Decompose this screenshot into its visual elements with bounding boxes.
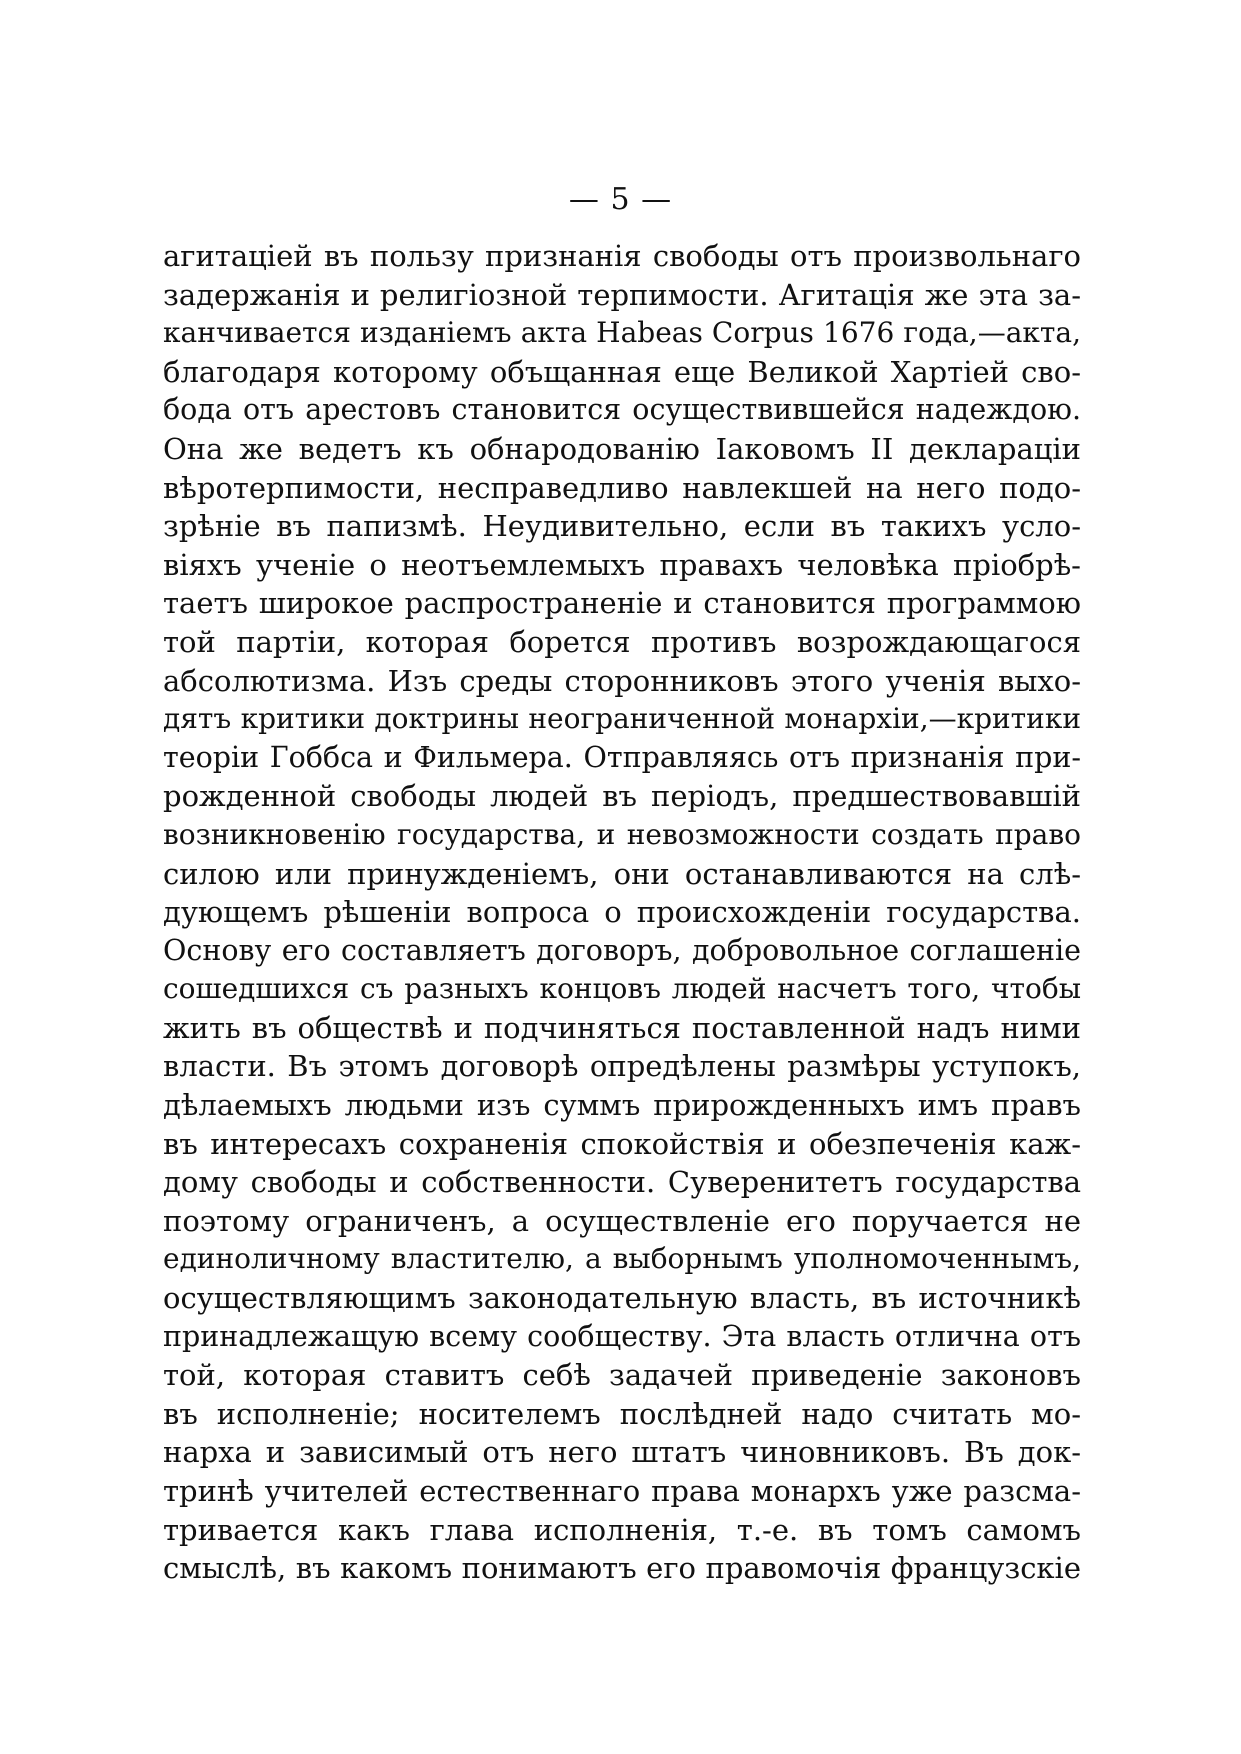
text-line: дѣлаемыхъ людьми изъ суммъ прирожденныхъ имъ правъ — [163, 1088, 1081, 1123]
text-line: задержанія и религіозной терпимости. Агитація же эта за- — [163, 277, 1081, 312]
text-line: принадлежащую всему сообществу. Эта власть отлична отъ — [163, 1319, 1081, 1353]
text-line: вѣротерпимости, несправедливо навлекшей на него подо- — [163, 470, 1081, 505]
text-line: дому свободы и собственности. Суверенитетъ государства — [163, 1165, 1081, 1200]
text-line: Основу его составляетъ договоръ, добровольное соглашеніе — [163, 933, 1081, 967]
text-line: канчивается изданіемъ акта Habeas Corpus 1676 года,—акта, — [163, 316, 1081, 350]
text-line: дующемъ рѣшеніи вопроса о происхожденіи государства. — [163, 895, 1081, 930]
text-line: теоріи Гоббса и Фильмера. Отправляясь отъ признанія при- — [163, 740, 1081, 774]
text-line: въ интересахъ сохраненія спокойствія и обезпеченія каж- — [163, 1126, 1081, 1161]
text-line: осуществляющимъ законодательную власть, въ источникѣ — [163, 1281, 1081, 1316]
text-line: поэтому ограниченъ, а осуществленіе его поручается не — [163, 1203, 1081, 1238]
text-line: въ исполненіе; носителемъ послѣдней надо считать мо- — [163, 1396, 1081, 1431]
page-number: — 5 — — [568, 182, 673, 217]
text-line: зрѣніе въ папизмѣ. Неудивительно, если въ такихъ усло- — [163, 509, 1081, 544]
text-line: силою или принужденіемъ, они останавливаются на слѣ- — [163, 856, 1081, 891]
text-line: дятъ критики доктрины неограниченной монархіи,—критики — [163, 702, 1081, 736]
text-line: благодаря которому объщанная еще Великой Хартіей сво- — [163, 354, 1081, 389]
text-line: той, которая ставитъ себѣ задачей приведеніе законовъ — [163, 1358, 1081, 1393]
text-line: абсолютизма. Изъ среды сторонниковъ этого ученія выхо- — [163, 663, 1081, 698]
text-line: той партіи, которая борется противъ возрождающагося — [163, 624, 1081, 659]
text-line: единоличному властителю, а выборнымъ уполномоченнымъ, — [163, 1242, 1081, 1276]
text-line: возникновенію государства, и невозможности создать право — [163, 817, 1081, 851]
text-line: рожденной свободы людей въ періодъ, предшествовавшій — [163, 779, 1081, 814]
text-line: сошедшихся съ разныхъ концовъ людей насчетъ того, чтобы — [163, 972, 1081, 1006]
text-line: бода отъ арестовъ становится осуществившейся надеждою. — [163, 393, 1081, 427]
text-line: нарха и зависимый отъ него штатъ чиновниковъ. Въ док- — [163, 1435, 1081, 1470]
text-line: жить въ обществѣ и подчиняться поставленной надъ ними — [163, 1010, 1081, 1045]
text-line: агитаціей въ пользу признанія свободы отъ произвольнаго — [163, 239, 1081, 273]
text-line: тривается какъ глава исполненія, т.-е. въ томъ самомъ — [163, 1512, 1081, 1547]
text-line: смыслѣ, въ какомъ понимаютъ его правомочія французскіе — [163, 1551, 1081, 1586]
text-line: Она же ведетъ къ обнародованію Іаковомъ II деклараціи — [163, 431, 1081, 466]
text-line: віяхъ ученіе о неотъемлемыхъ правахъ человѣка пріобрѣ- — [163, 547, 1081, 582]
body-text — [163, 237, 1081, 1588]
text-line: таетъ широкое распространеніе и становится программою — [163, 586, 1081, 621]
text-line: власти. Въ этомъ договорѣ опредѣлены размѣры уступокъ, — [163, 1049, 1081, 1084]
text-line: тринѣ учителей естественнаго права монархъ уже разсма- — [163, 1474, 1081, 1508]
